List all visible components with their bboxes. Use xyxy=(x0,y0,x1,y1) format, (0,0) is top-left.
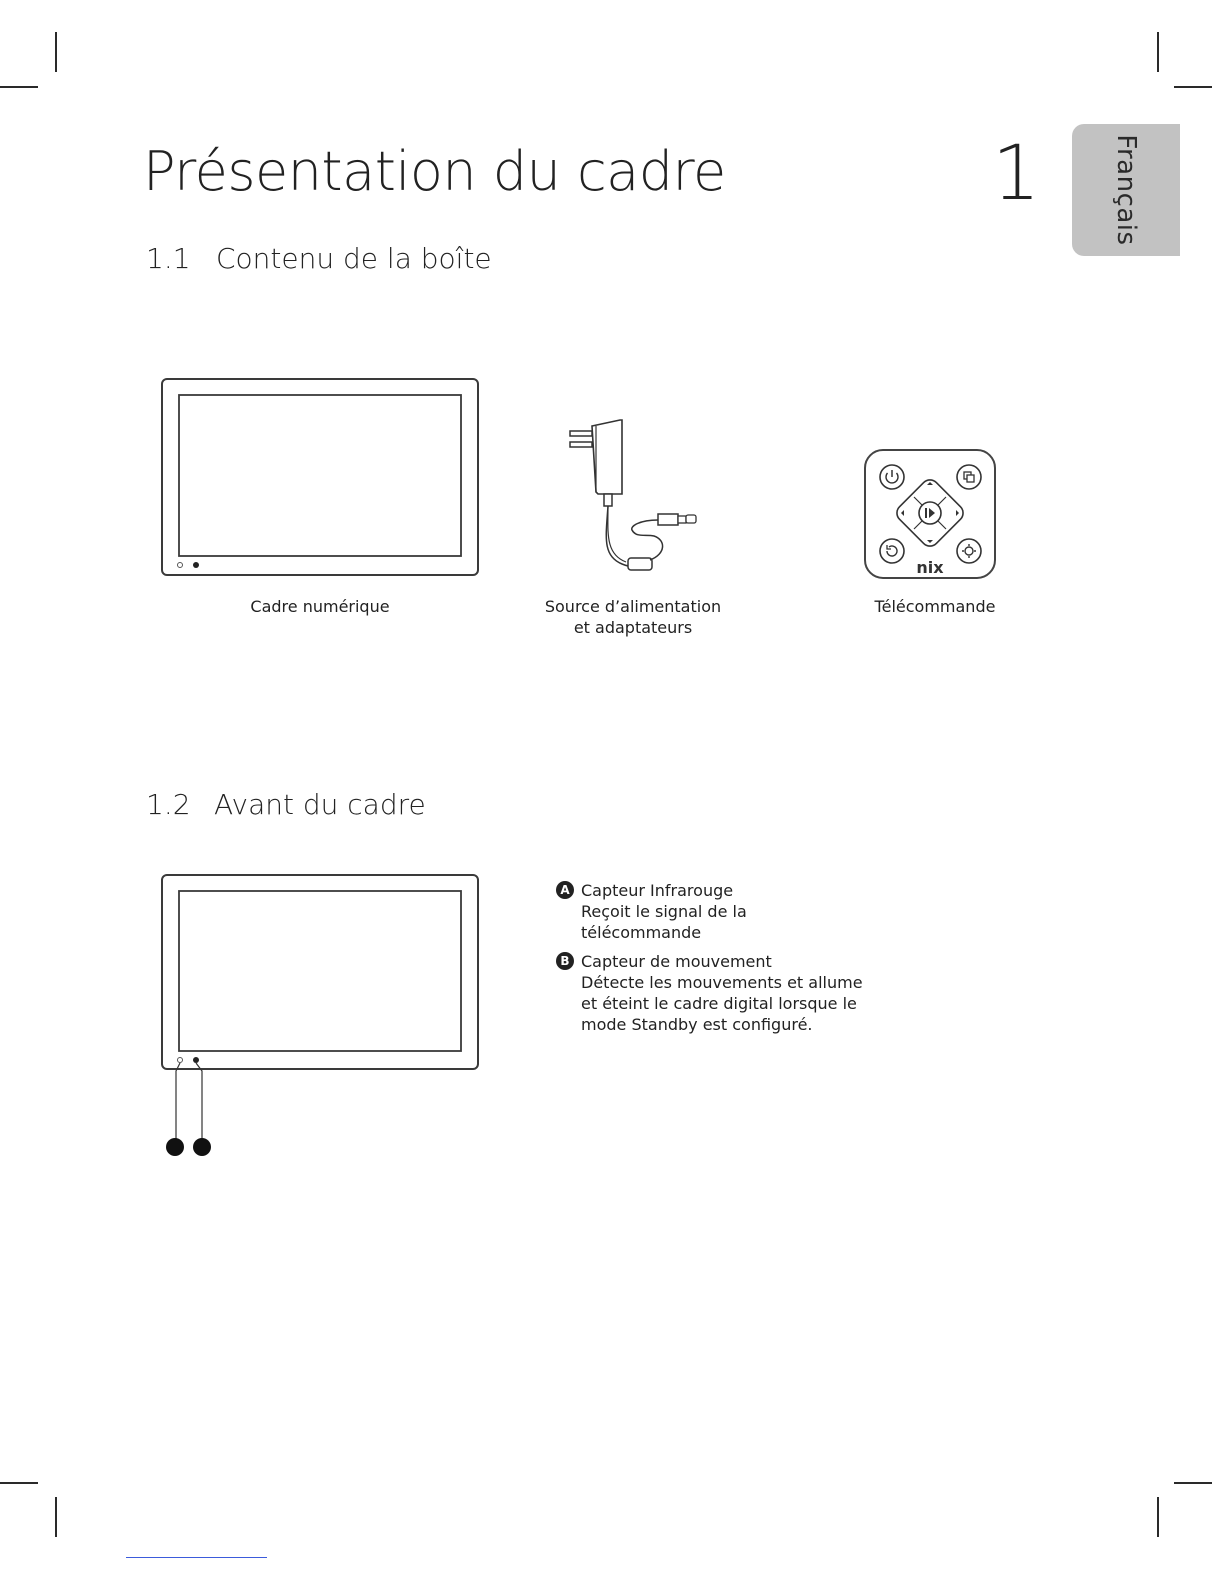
hyperlink-underline[interactable] xyxy=(126,1557,267,1558)
feature-description-line: Reçoit le signal de la xyxy=(581,902,747,921)
crop-mark xyxy=(1157,1497,1159,1537)
item-caption-line: Source d’alimentation xyxy=(544,597,722,616)
callout-marker-a xyxy=(166,1138,184,1156)
feature-badge: B xyxy=(556,952,574,970)
frame-front-diagram xyxy=(160,873,480,1163)
crop-mark xyxy=(0,1482,38,1484)
feature-description-line: Détecte les mouvements et allume xyxy=(581,973,863,992)
remote-brand-logo: nix xyxy=(916,558,944,577)
language-tab[interactable] xyxy=(1072,124,1180,256)
callout-marker-b xyxy=(193,1138,211,1156)
crop-mark xyxy=(1174,1482,1212,1484)
section-number: 1.1 xyxy=(146,242,191,275)
feature-list xyxy=(556,880,876,1043)
list-item xyxy=(556,951,876,1035)
item-caption xyxy=(533,596,733,638)
crop-mark xyxy=(0,86,38,88)
crop-mark xyxy=(55,1497,57,1537)
page-title: Présentation du cadre xyxy=(143,140,726,203)
chapter-number: 1 xyxy=(992,128,1041,217)
section-number: 1.2 xyxy=(146,788,191,821)
feature-description-line: mode Standby est configuré. xyxy=(581,1015,813,1034)
feature-description-line: télécommande xyxy=(581,923,702,942)
section-heading xyxy=(146,242,492,275)
power-adapter-icon xyxy=(562,416,707,581)
crop-mark xyxy=(1174,86,1212,88)
feature-title: Capteur de mouvement xyxy=(581,952,772,971)
feature-badge: A xyxy=(556,881,574,899)
remote-control-icon xyxy=(863,448,997,580)
section-heading xyxy=(146,788,426,821)
item-caption-line: et adaptateurs xyxy=(573,618,693,637)
section-title: Avant du cadre xyxy=(214,788,426,821)
item-caption: Télécommande xyxy=(874,597,996,616)
crop-mark xyxy=(55,32,57,72)
feature-title: Capteur Infrarouge xyxy=(581,881,734,900)
item-caption: Cadre numérique xyxy=(250,597,390,616)
list-item xyxy=(556,880,876,943)
crop-mark xyxy=(1157,32,1159,72)
section-title: Contenu de la boîte xyxy=(216,242,492,275)
language-tab-label: Français xyxy=(1111,134,1141,246)
feature-description-line: et éteint le cadre digital lorsque le xyxy=(581,994,857,1013)
photo-frame-icon xyxy=(160,377,480,577)
